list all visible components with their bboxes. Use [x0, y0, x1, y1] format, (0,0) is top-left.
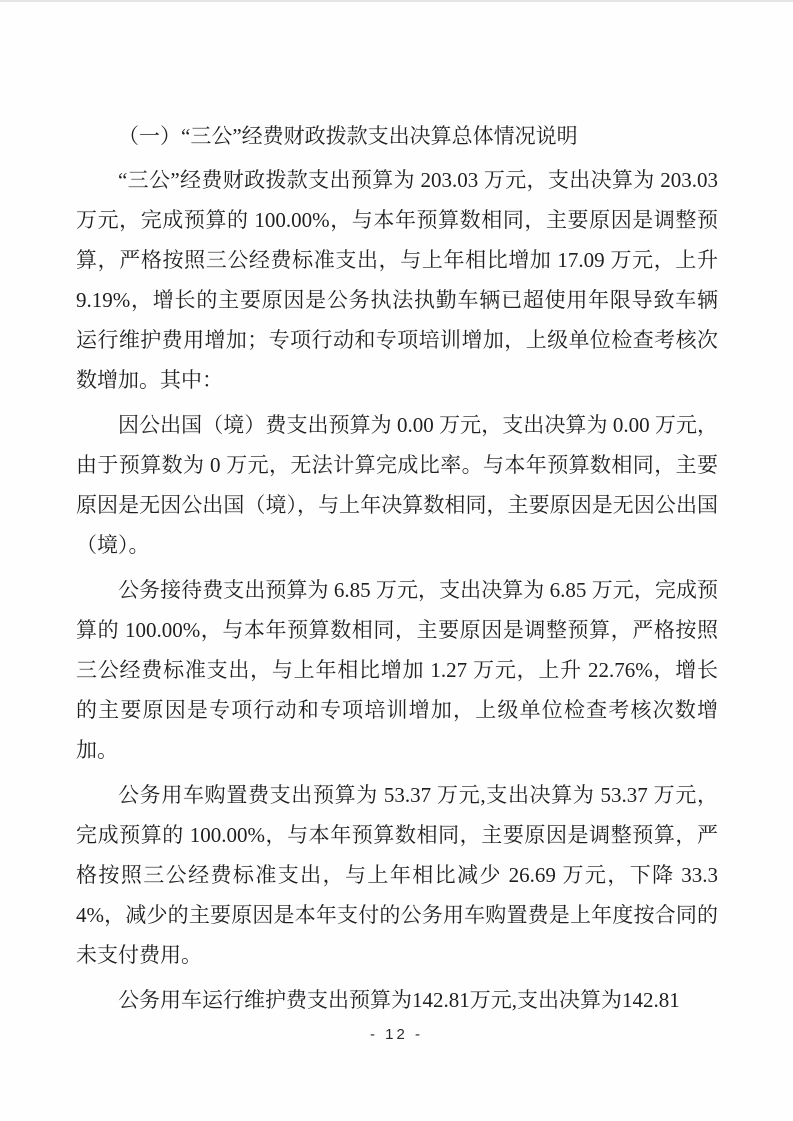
paragraph-overseas-travel-expense: 因公出国（境）费支出预算为 0.00 万元，支出决算为 0.00 万元，由于预算数为 0 万元，无法计算完成比率。与本年预算数相同，主要原因是无因公出国（境），与上年决算数相同，主要原因是无因公出国（境）。	[76, 413, 718, 557]
paragraph-official-reception-expense: 公务接待费支出预算为 6.85 万元，支出决算为 6.85 万元，完成预算的 100.00%，与本年预算数相同，主要原因是调整预算，严格按照三公经费标准支出，与上年相比增加 1.27 万元，上升 22.76%，增长的主要原因是专项行动和专项培训增加，上级单位检查考核次数增加。	[76, 578, 718, 762]
page-number: - 12 -	[369, 1026, 423, 1043]
scan-edge-artifact	[0, 0, 793, 2]
paragraph-vehicle-purchase-expense: 公务用车购置费支出预算为 53.37 万元,支出决算为 53.37 万元，完成预算的 100.00%，与本年预算数相同，主要原因是调整预算，严格按照三公经费标准支出，与上年相比减少 26.69 万元，下降 33.34%，减少的主要原因是本年支付的公务用车购置费是上年度按合同的未支付费用。	[76, 783, 718, 967]
paragraph-overall-summary: “三公”经费财政拨款支出预算为 203.03 万元，支出决算为 203.03 万元，完成预算的 100.00%，与本年预算数相同，主要原因是调整预算，严格按照三公经费标准支出，与上年相比增加 17.09 万元，上升 9.19%，增长的主要原因是公务执法执勤车辆已超使用年限导致车辆运行维护费用增加；专项行动和专项培训增加，上级单位检查考核次数增加。其中：	[76, 168, 718, 392]
document-body	[76, 116, 718, 1020]
paragraph-vehicle-maintenance-expense: 公务用车运行维护费支出预算为142.81万元,支出决算为142.81	[118, 988, 680, 1012]
section-heading: （一）“三公”经费财政拨款支出决算总体情况说明	[118, 124, 578, 148]
